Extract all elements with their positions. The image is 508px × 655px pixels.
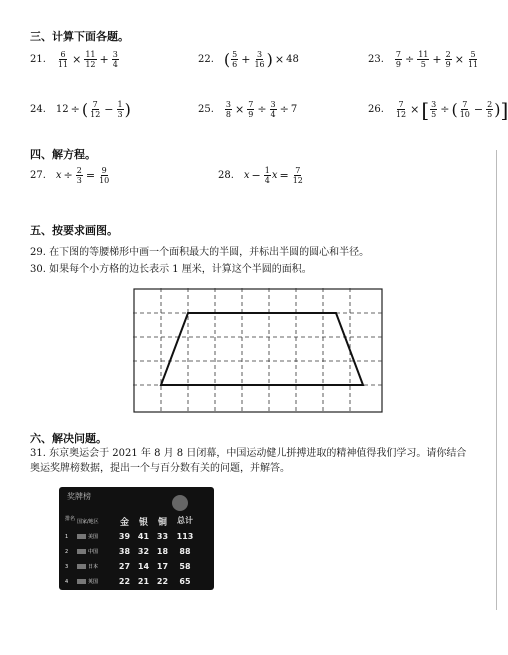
fraction: $\frac{9}{10}$ [99,166,110,185]
fraction: $\frac{7}{9}$ [395,50,401,69]
flag-icon [77,549,86,554]
flag-icon [77,564,86,569]
fraction: $\frac{1}{3}$ [117,100,123,119]
problem-21: 21. $\frac{6}{11}$ × $\frac{11}{12}$ + $\frac{3}{4}$ [30,50,118,69]
problem-number: 23. [368,54,384,65]
fraction: $\frac{7}{9}$ [248,100,254,119]
problem-28: 28. x − $\frac{1}{4}$ x = $\frac{7}{12}$ [218,166,303,185]
fraction: $\frac{5}{6}$ [232,50,238,69]
fraction: $\frac{7}{12}$ [292,166,303,185]
fraction: $\frac{3}{16}$ [254,50,265,69]
fraction: $\frac{2}{9}$ [445,50,451,69]
table-row: 1 美国 39 41 33 113 [65,532,194,541]
fraction: $\frac{2}{5}$ [487,100,493,119]
medal-table-header: 排名 国家/地区 金 银 铜 总计 [65,516,193,528]
problem-number: 21. [30,54,46,65]
fraction: $\frac{3}{8}$ [225,100,231,119]
problem-24: 24. 12 ÷ ( $\frac{7}{12}$ − $\frac{1}{3}$ ) [30,99,131,119]
problem-25: 25. $\frac{3}{8}$ × $\frac{7}{9}$ ÷ $\frac{3}{4}$ ÷ 7 [198,100,298,119]
grid-lines [133,288,383,413]
isosceles-trapezoid [161,313,363,385]
fraction: $\frac{11}{12}$ [85,50,96,69]
table-row: 3 日本 27 14 17 58 [65,562,191,571]
trapezoid-grid [133,288,383,413]
medal-table [59,487,214,590]
variable: x [243,170,250,181]
problem-26: 26. $\frac{7}{12}$ × [ $\frac{3}{5}$ ÷ ( $\frac{7}{10}$ − $\frac{2}{5}$ ) ] [368,97,508,122]
section-3-title: 三、计算下面各题。 [30,30,129,43]
problem-27: 27. x ÷ $\frac{2}{3}$ = $\frac{9}{10}$ [30,166,110,185]
fraction: $\frac{5}{11}$ [467,50,479,69]
problem-30: 30. 如果每个小方格的边长表示 1 厘米，计算这个半圆的面积。 [30,264,312,275]
variable: x [271,170,278,181]
section-4-title: 四、解方程。 [30,148,96,161]
moon-icon [172,495,188,511]
problem-22: 22. ( $\frac{5}{6}$ + $\frac{3}{16}$ ) × 48 [198,49,299,69]
fraction: $\frac{3}{4}$ [270,100,276,119]
problem-23: 23. $\frac{7}{9}$ ÷ $\frac{11}{5}$ + $\frac{2}{9}$ × $\frac{5}{11}$ [368,50,479,69]
flag-icon [77,579,86,584]
table-row: 4 英国 22 21 22 65 [65,577,191,586]
problem-31: 31. 东京奥运会于 2021 年 8 月 8 日闭幕，中国运动健儿拼搏进取的精神值得我们学习。请你结合奥运奖牌榜数据，提出一个与百分数有关的问题，并解答。 [30,448,467,474]
variable: x [55,170,62,181]
fraction: $\frac{11}{5}$ [418,50,429,69]
section-5-title: 五、按要求画图。 [30,224,118,237]
page-edge-line [496,150,497,610]
medal-table-title: 奖牌榜 [67,492,91,501]
fraction: $\frac{3}{5}$ [431,100,437,119]
grid-border [134,289,382,412]
fraction: $\frac{3}{4}$ [112,50,118,69]
fraction: $\frac{1}{4}$ [264,166,270,185]
fraction: $\frac{6}{11}$ [57,50,69,69]
table-row: 2 中国 38 32 18 88 [65,547,191,556]
number: 12 [55,104,69,115]
fraction: $\frac{7}{10}$ [459,100,470,119]
number: 48 [286,54,299,65]
problem-number: 27. [30,170,46,181]
problem-number: 28. [218,170,234,181]
fraction: $\frac{7}{12}$ [395,100,407,119]
fraction: $\frac{2}{3}$ [76,166,82,185]
problem-number: 24. [30,104,46,115]
problem-29: 29. 在下图的等腰梯形中画一个面积最大的半圆，并标出半圆的圆心和半径。 [30,247,370,258]
problem-number: 25. [198,104,214,115]
fraction: $\frac{7}{12}$ [90,100,101,119]
section-6-title: 六、解决问题。 [30,432,107,445]
flag-icon [77,534,86,539]
number: 7 [290,104,298,115]
problem-number: 22. [198,54,214,65]
problem-number: 26. [368,104,384,115]
